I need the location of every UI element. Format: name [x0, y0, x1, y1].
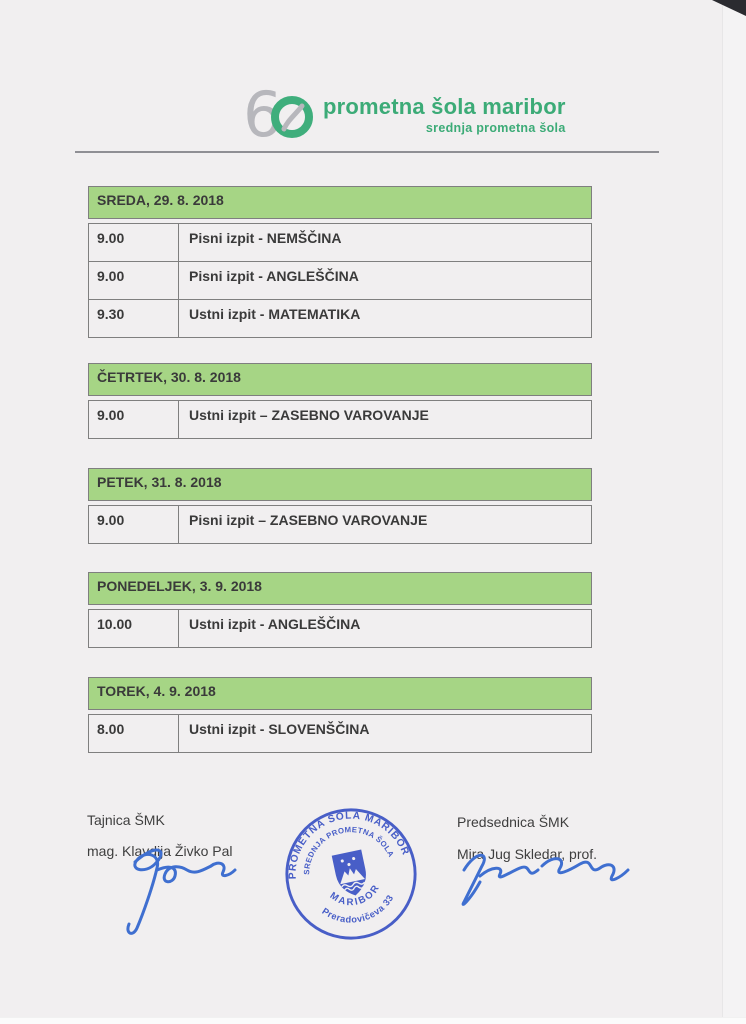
schedule-rows — [88, 400, 592, 439]
schedule-table-petek — [88, 468, 592, 544]
anniversary-six-digit: 6 — [243, 82, 283, 144]
table-row — [88, 610, 592, 648]
table-row — [88, 401, 592, 439]
table-row — [88, 224, 592, 262]
coat-of-arms-icon — [332, 850, 369, 898]
schedule-rows — [88, 223, 592, 338]
school-stamp-icon — [268, 793, 433, 955]
exam-name: Ustni izpit - SLOVENŠČINA — [189, 721, 370, 737]
anniversary-60-logo-icon — [243, 82, 319, 144]
schedule-day-header: PETEK, 31. 8. 2018 — [88, 468, 592, 501]
stamp-address-text: Preradovičeva 33 — [320, 892, 396, 925]
secretary-role-label: Tajnica ŠMK — [87, 812, 165, 828]
stamp-city-text: MARIBOR — [327, 882, 383, 909]
stamp-outer-top-text: PROMETNA ŠOLA MARIBOR — [287, 810, 411, 880]
schedule-table-ponedeljek — [88, 572, 592, 648]
exam-time: 8.00 — [89, 715, 179, 752]
exam-name: Ustni izpit - MATEMATIKA — [189, 306, 361, 322]
schedule-table-cetrtek — [88, 363, 592, 439]
schedule-day-header: ČETRTEK, 30. 8. 2018 — [88, 363, 592, 396]
header-divider-line — [75, 151, 659, 153]
exam-time: 9.00 — [89, 224, 179, 261]
schedule-rows — [88, 505, 592, 544]
school-logo — [243, 82, 566, 144]
stamp-inner-top-text: SREDNJA PROMETNA ŠOLA — [302, 825, 396, 875]
paper-edge — [722, 0, 746, 1024]
exam-time: 9.30 — [89, 300, 179, 337]
table-row — [88, 506, 592, 544]
schedule-rows — [88, 609, 592, 648]
school-name: prometna šola maribor — [323, 94, 566, 119]
exam-time: 9.00 — [89, 401, 179, 438]
schedule-day-header: SREDA, 29. 8. 2018 — [88, 186, 592, 219]
logo-text-block — [323, 96, 566, 135]
exam-name: Pisni izpit - ANGLEŠČINA — [189, 268, 359, 284]
exam-name: Pisni izpit – ZASEBNO VAROVANJE — [189, 512, 428, 528]
exam-name: Ustni izpit – ZASEBNO VAROVANJE — [189, 407, 429, 423]
table-row — [88, 300, 592, 338]
president-role-label: Predsednica ŠMK — [457, 814, 570, 830]
paper-edge-bottom — [0, 1017, 746, 1024]
president-name: Mira Jug Skledar, prof. — [457, 846, 598, 862]
exam-name: Ustni izpit - ANGLEŠČINA — [189, 616, 361, 632]
schedule-day-header: PONEDELJEK, 3. 9. 2018 — [88, 572, 592, 605]
schedule-table-sreda — [88, 186, 592, 338]
exam-name: Pisni izpit - NEMŠČINA — [189, 230, 342, 246]
table-row — [88, 262, 592, 300]
table-row — [88, 715, 592, 753]
exam-time: 9.00 — [89, 506, 179, 543]
exam-time: 10.00 — [89, 610, 179, 647]
schedule-table-torek — [88, 677, 592, 753]
logo-road-swirl — [284, 106, 302, 129]
secretary-name: mag. Klavdija Živko Pal — [87, 843, 233, 859]
schedule-rows — [88, 714, 592, 753]
exam-time: 9.00 — [89, 262, 179, 299]
school-subname: srednja prometna šola — [425, 121, 566, 135]
schedule-day-header: TOREK, 4. 9. 2018 — [88, 677, 592, 710]
